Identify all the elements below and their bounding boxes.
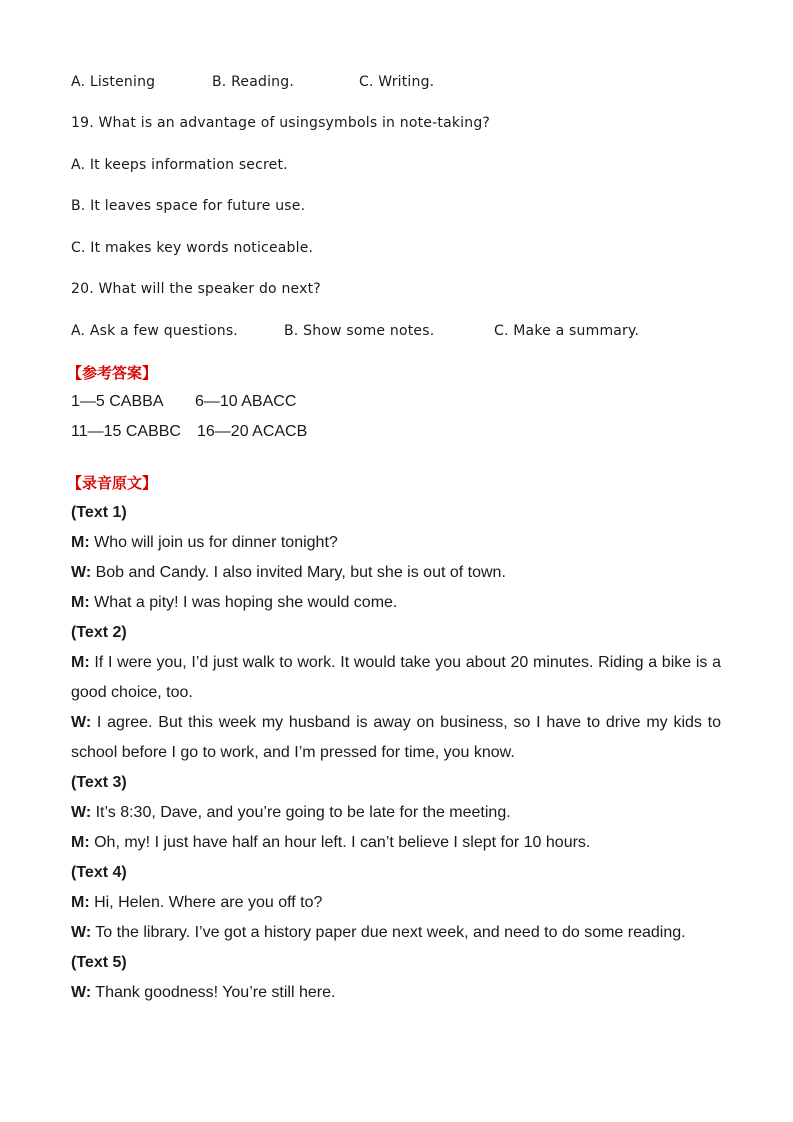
dialogue-line: W: It’s 8:30, Dave, and you’re going to be late for the meeting. [71,804,511,821]
dialogue-line: W: I agree. But this week my husband is away on business, so I have to drive my kids to school before I go to work, and I’m pressed for time, you know. [71,714,722,761]
q20-option-a: A. Ask a few questions. [71,323,238,339]
dialogue-line: M: If I were you, I’d just walk to work. It would take you about 20 minutes. Riding a bike is a good choice, too. [71,654,721,701]
q19-option-b: B. It leaves space for future use. [71,198,306,214]
q18-option-a: A. Listening [71,74,156,90]
dialogue-line: W: To the library. I’ve got a history paper due next week, and need to do some reading. [71,924,686,941]
dialogue-line: M: Oh, my! I just have half an hour left. I can’t believe I slept for 10 hours. [71,834,591,851]
text-2-label: (Text 2) [71,624,127,641]
text-3-label: (Text 3) [71,774,127,791]
dialogue-line: M: Who will join us for dinner tonight? [71,534,338,551]
answer-range-11-15: 11—15 CABBC [71,423,181,440]
text-1-label: (Text 1) [71,504,127,521]
q19-question: 19. What is an advantage of usingsymbols in note-taking? [71,115,491,131]
q19-option-c: C. It makes key words noticeable. [71,240,314,256]
q20-option-b: B. Show some notes. [284,323,435,339]
dialogue-line: W: Thank goodness! You’re still here. [71,984,336,1001]
dialogue-line: M: Hi, Helen. Where are you off to? [71,894,323,911]
q18-option-b: B. Reading. [212,74,294,90]
transcript-body [71,498,721,1008]
text-4-label: (Text 4) [71,864,127,881]
dialogue-line: W: Bob and Candy. I also invited Mary, but she is out of town. [71,564,506,581]
transcript-heading: 【录音原文】 [67,474,158,492]
answer-range-16-20: 16—20 ACACB [197,423,308,440]
dialogue-line: M: What a pity! I was hoping she would come. [71,594,398,611]
answers-heading: 【参考答案】 [67,364,158,382]
answer-range-1-5: 1—5 CABBA [71,393,164,410]
q18-option-c: C. Writing. [359,74,435,90]
q20-option-c: C. Make a summary. [494,323,640,339]
answer-range-6-10: 6—10 ABACC [195,393,297,410]
q19-option-a: A. It keeps information secret. [71,157,288,173]
q20-question: 20. What will the speaker do next? [71,281,321,297]
text-5-label: (Text 5) [71,954,127,971]
